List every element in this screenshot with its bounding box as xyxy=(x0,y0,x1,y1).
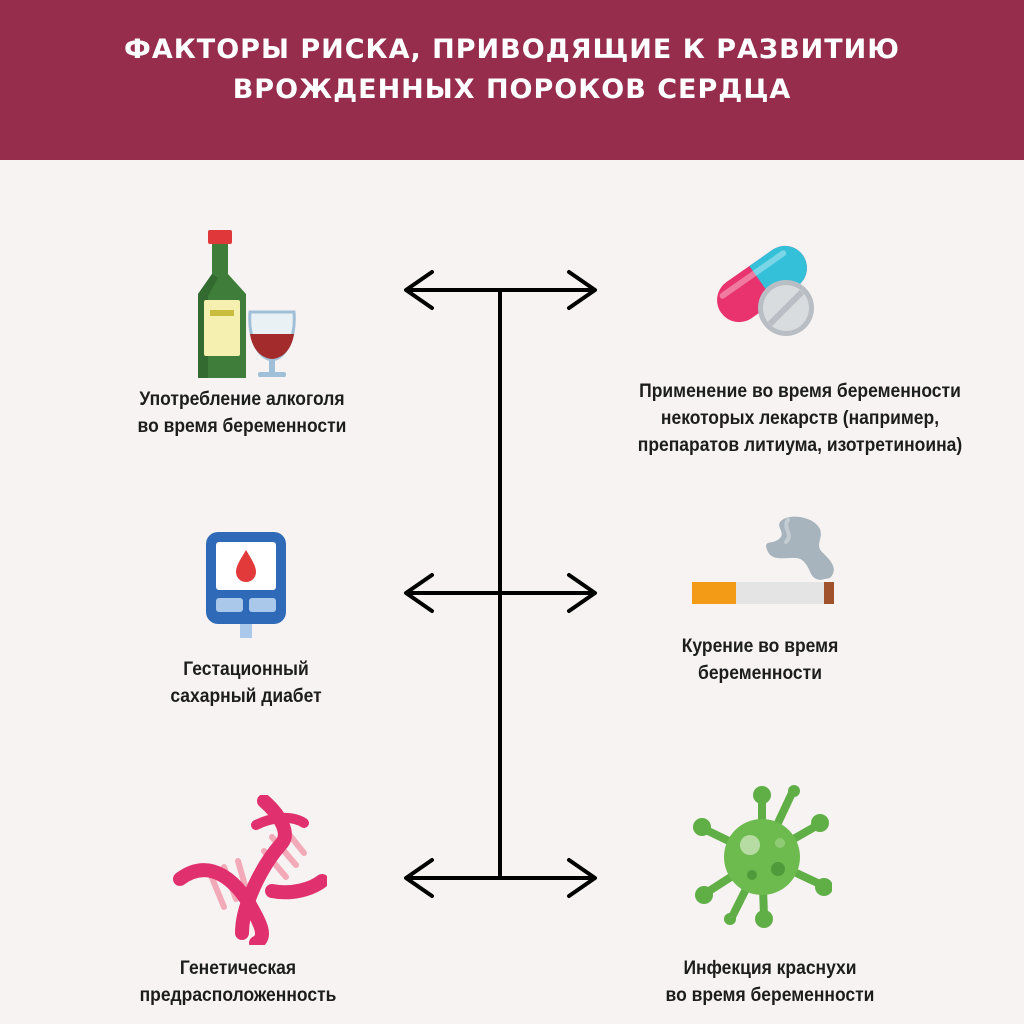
factor-medication-label: Применение во время беременности некоторых лекарств (например, препаратов литиума, изотретиноина) xyxy=(637,381,963,456)
pill-capsule-icon xyxy=(708,232,820,344)
title-line-2: ВРОЖДЕННЫХ ПОРОКОВ СЕРДЦА xyxy=(232,74,792,105)
dna-helix-icon xyxy=(172,795,327,945)
factor-diabetes-label: Гестационный сахарный диабет xyxy=(170,659,322,707)
factor-genetics-label: Генетическая предрасположенность xyxy=(139,958,337,1006)
factor-rubella-label: Инфекция краснухи во время беременности xyxy=(665,958,875,1006)
factor-alcohol-label: Употребление алкоголя во время беременности xyxy=(137,389,347,437)
virus-icon xyxy=(692,785,832,930)
wine-bottle-and-glass-icon xyxy=(186,228,306,383)
title-line-1: ФАКТОРЫ РИСКА, ПРИВОДЯЩИЕ К РАЗВИТИЮ xyxy=(124,34,900,65)
glucose-meter-icon xyxy=(204,530,288,640)
factor-smoking-label: Курение во время беременности xyxy=(681,636,839,684)
cigarette-icon xyxy=(690,508,840,608)
